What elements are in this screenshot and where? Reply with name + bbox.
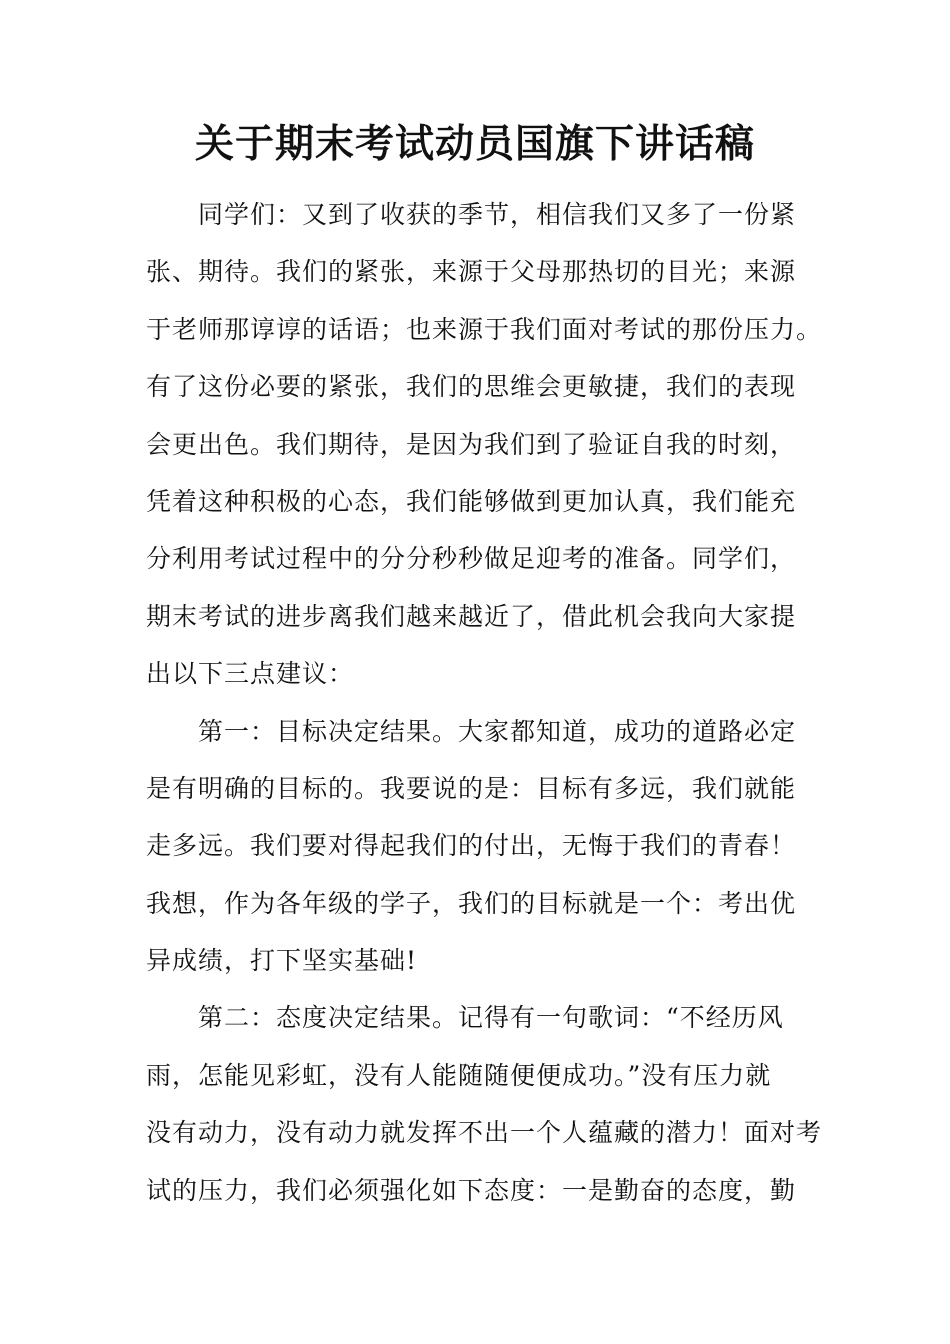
text-line: 走多远。我们要对得起我们的付出，无悔于我们的青春！	[146, 831, 797, 861]
text-line: 没有动力，没有动力就发挥不出一个人蕴藏的潜力！面对考	[146, 1118, 823, 1148]
text-line: 有了这份必要的紧张，我们的思维会更敏捷，我们的表现	[146, 372, 797, 402]
text-line: 雨，怎能见彩虹，没有人能随随便便成功。”没有压力就	[146, 1060, 772, 1090]
text-line: 我想，作为各年级的学子，我们的目标就是一个：考出优	[146, 888, 797, 918]
text-line: 出以下三点建议：	[146, 659, 355, 689]
text-line: 会更出色。我们期待，是因为我们到了验证自我的时刻，	[146, 429, 797, 459]
text-line: 第一：目标决定结果。大家都知道，成功的道路必定	[198, 716, 797, 746]
text-line: 试的压力，我们必须强化如下态度：一是勤奋的态度，勤	[146, 1175, 797, 1205]
text-line: 凭着这种积极的心态，我们能够做到更加认真，我们能充	[146, 486, 797, 516]
text-line: 张、期待。我们的紧张，来源于父母那热切的目光；来源	[146, 257, 797, 287]
document-body	[146, 186, 823, 1219]
text-line: 分利用考试过程中的分分秒秒做足迎考的准备。同学们，	[146, 544, 797, 574]
text-line: 期末考试的进步离我们越来越近了，借此机会我向大家提	[146, 601, 797, 631]
document-title: 关于期末考试动员国旗下讲话稿	[194, 121, 755, 167]
text-line: 于老师那谆谆的话语；也来源于我们面对考试的那份压力。	[146, 314, 823, 344]
text-line: 第二：态度决定结果。记得有一句歌词：“不经历风	[198, 1003, 784, 1033]
text-line: 是有明确的目标的。我要说的是：目标有多远，我们就能	[146, 773, 797, 803]
text-line: 异成绩，打下坚实基础!	[146, 946, 418, 976]
text-line: 同学们：又到了收获的季节，相信我们又多了一份紧	[198, 200, 797, 229]
